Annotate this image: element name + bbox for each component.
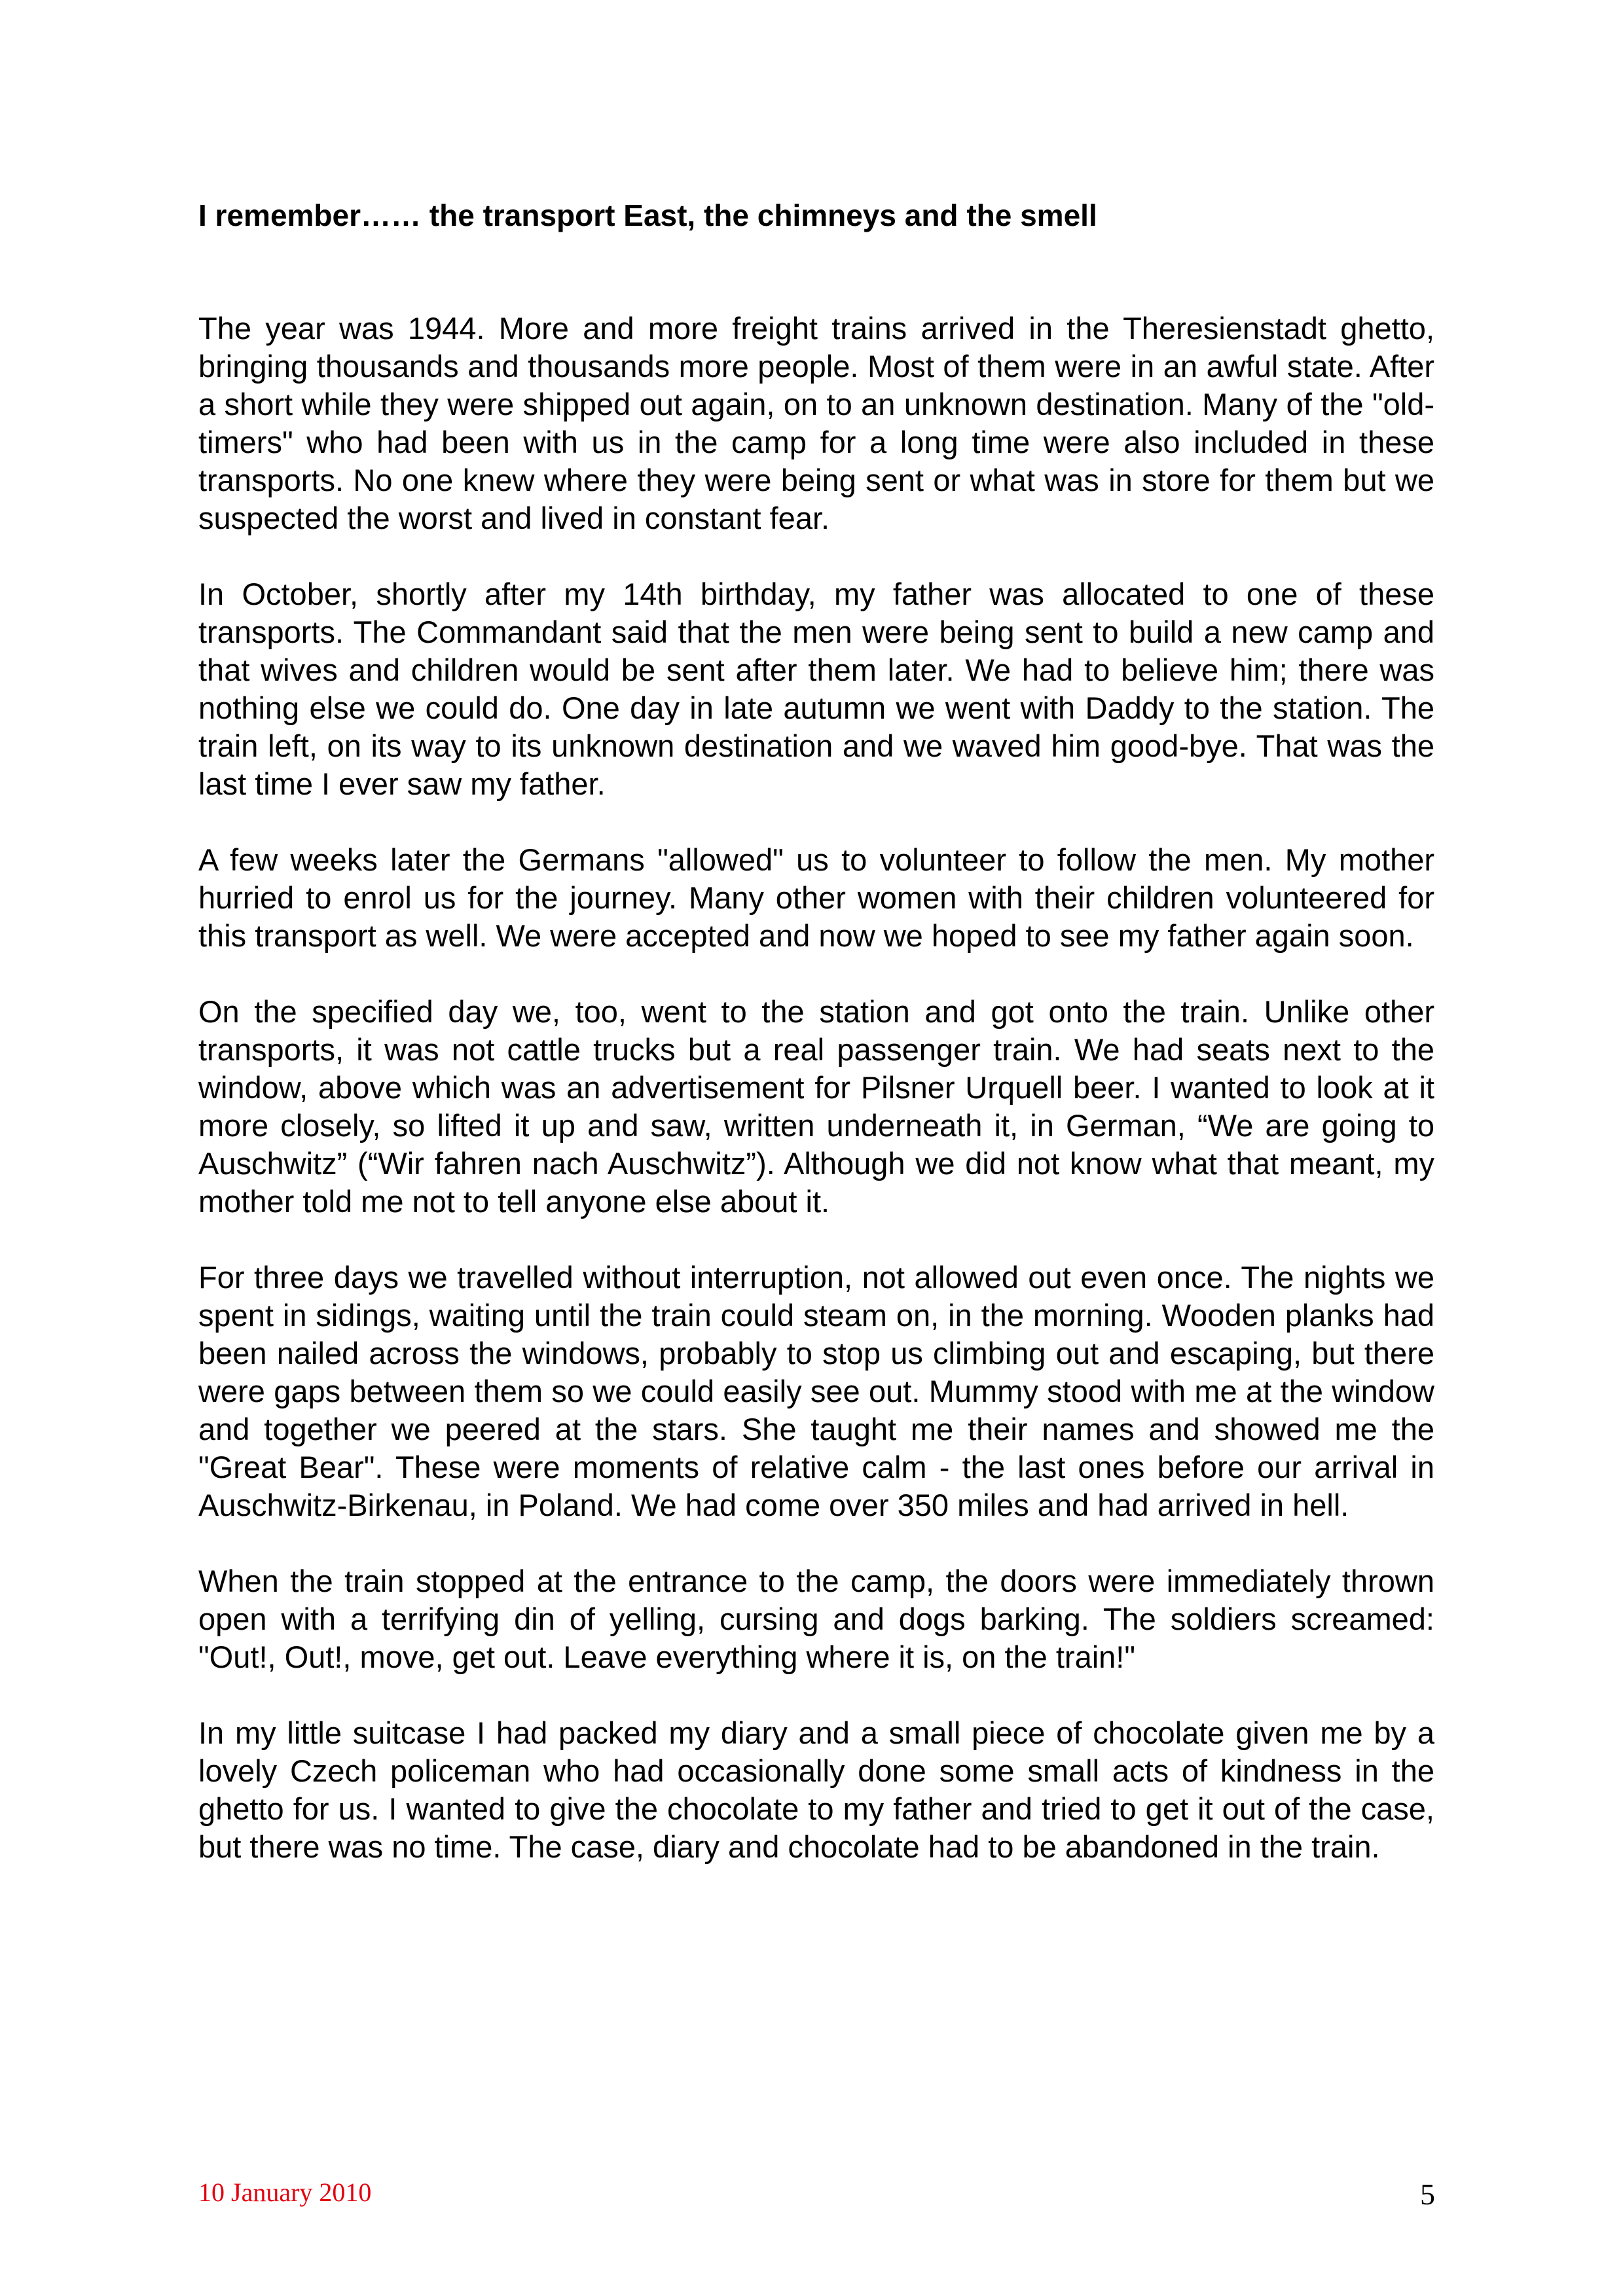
- paragraph-5: For three days we travelled without interruption, not allowed out even once. The nights we spent in sidings, waiting until the train could steam on, in the morning. Wooden planks had been nailed across the windows, probably to stop us climbing out and escaping, but there were gaps between them so we could easily see out. Mummy stood with me at the window and together we peered at the stars. She taught me their names and showed me the "Great Bear". These were moments of relative calm - the last ones before our arrival in Auschwitz-Birkenau, in Poland. We had come over 350 miles and had arrived in hell.: [198, 1260, 1434, 1522]
- paragraph-3: A few weeks later the Germans "allowed" us to volunteer to follow the men. My mother hurried to enrol us for the journey. Many other women with their children volunteered for this transport as well. We were accepted and now we hoped to see my father again soon.: [198, 842, 1434, 953]
- paragraph-6: When the train stopped at the entrance to the camp, the doors were immediately thrown open with a terrifying din of yelling, cursing and dogs barking. The soldiers screamed: "Out!, Out!, move, get out. Leave everything where it is, on the train!": [198, 1564, 1434, 1674]
- document-title: I remember…… the transport East, the chimneys and the smell: [198, 198, 1097, 232]
- page-number: 5: [1420, 2178, 1435, 2211]
- paragraph-4: On the specified day we, too, went to the station and got onto the train. Unlike other transports, it was not cattle trucks but a real passenger train. We had seats next to the window, above which was an advertisement for Pilsner Urquell beer. I wanted to look at it more closely, so lifted it up and saw, written underneath it, in German, “We are going to Auschwitz” (“Wir fahren nach Auschwitz”). Although we did not know what that meant, my mother told me not to tell anyone else about it.: [198, 994, 1434, 1219]
- paragraph-7: In my little suitcase I had packed my diary and a small piece of chocolate given me by a lovely Czech policeman who had occasionally done some small acts of kindness in the ghetto for us. I wanted to give the chocolate to my father and tried to get it out of the case, but there was no time. The case, diary and chocolate had to be abandoned in the train.: [198, 1715, 1434, 1864]
- paragraph-1: The year was 1944. More and more freight trains arrived in the Theresienstadt ghetto, bringing thousands and thousands more people. Most of them were in an awful state. After a short while they were shipped out again, on to an unknown destination. Many of the "old-timers" who had been with us in the camp for a long time were also included in these transports. No one knew where they were being sent or what was in store for them but we suspected the worst and lived in constant fear.: [198, 311, 1434, 535]
- paragraph-2: In October, shortly after my 14th birthday, my father was allocated to one of these transports. The Commandant said that the men were being sent to build a new camp and that wives and children would be sent after them later. We had to believe him; there was nothing else we could do. One day in late autumn we went with Daddy to the station. The train left, on its way to its unknown destination and we waved him good-bye. That was the last time I ever saw my father.: [198, 577, 1434, 801]
- document-body: [198, 196, 1434, 1904]
- footer-date: 10 January 2010: [198, 2178, 372, 2207]
